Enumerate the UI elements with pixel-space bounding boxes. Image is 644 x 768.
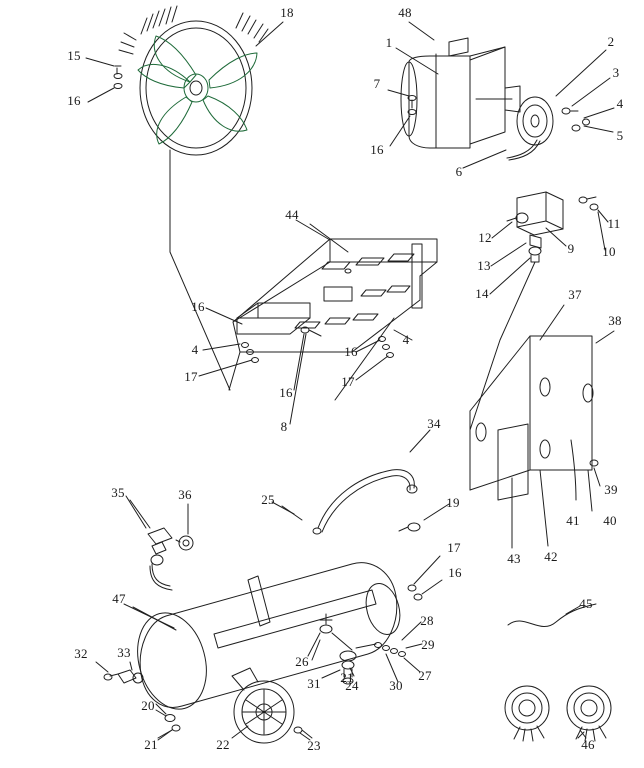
callout-number: 1 (385, 35, 393, 50)
callout-number: 43 (507, 551, 521, 566)
base-plate (229, 224, 437, 400)
callout-number: 9 (567, 241, 575, 256)
callout-number: 26 (295, 654, 309, 669)
callout-number: 28 (420, 613, 434, 628)
callout-number: 4 (402, 332, 410, 347)
callout-number: 21 (144, 737, 158, 752)
callout-number: 17 (341, 374, 355, 389)
callout-number: 48 (398, 5, 412, 20)
callout-number: 31 (307, 676, 321, 691)
callout-number: 17 (447, 540, 461, 555)
callout-number: 18 (280, 5, 294, 20)
callout-number: 19 (446, 495, 460, 510)
callout-number: 22 (216, 737, 230, 752)
callout-number: 15 (67, 48, 81, 63)
callout-number: 37 (568, 287, 582, 302)
callout-number: 6 (455, 164, 463, 179)
fan-shroud-assembly (119, 6, 268, 390)
callout-number: 20 (141, 698, 155, 713)
callout-number: 10 (602, 244, 616, 259)
callout-number: 35 (111, 485, 125, 500)
pressure-switch-assembly (470, 192, 598, 430)
callout-number: 41 (566, 513, 580, 528)
callout-number: 4 (191, 342, 199, 357)
callout-number: 40 (603, 513, 617, 528)
callout-number: 45 (579, 596, 593, 611)
callout-number: 39 (604, 482, 618, 497)
callout-number: 16 (370, 142, 384, 157)
callout-number: 36 (178, 487, 192, 502)
wire-coils (505, 686, 611, 741)
callout-number: 13 (477, 258, 491, 273)
callout-number: 34 (427, 416, 441, 431)
regulator-assembly (130, 500, 193, 590)
fastener-stack-15-16 (86, 58, 122, 102)
callout-number: 27 (418, 668, 432, 683)
callout-number: 16 (191, 299, 205, 314)
callout-number: 32 (74, 646, 88, 661)
callout-number: 16 (448, 565, 462, 580)
callout-number: 2 (607, 34, 615, 49)
callout-number: 16 (67, 93, 81, 108)
callout-number: 33 (117, 645, 131, 660)
callout-number: 21 (340, 670, 354, 685)
callout-number: 38 (608, 313, 622, 328)
callout-number: 29 (421, 637, 435, 652)
motor-assembly (401, 38, 590, 160)
callout-number: 16 (279, 385, 293, 400)
callout-number: 11 (607, 216, 621, 231)
belt-guard (470, 305, 614, 548)
callout-number: 16 (344, 344, 358, 359)
callout-number: 30 (389, 678, 403, 693)
callout-number: 17 (184, 369, 198, 384)
callout-number: 5 (616, 128, 624, 143)
callout-number: 3 (612, 65, 620, 80)
callout-number: 46 (581, 737, 595, 752)
callout-number: 8 (280, 419, 288, 434)
callout-number: 23 (307, 738, 321, 753)
callout-number: 12 (478, 230, 492, 245)
callout-number: 47 (112, 591, 126, 606)
callout-number: 4 (616, 96, 624, 111)
callout-number: 42 (544, 549, 558, 564)
callout-number: 7 (373, 76, 381, 91)
callout-number: 44 (285, 207, 299, 222)
callout-number: 14 (475, 286, 489, 301)
callout-number: 25 (261, 492, 275, 507)
callout-number: 24 (345, 678, 359, 693)
